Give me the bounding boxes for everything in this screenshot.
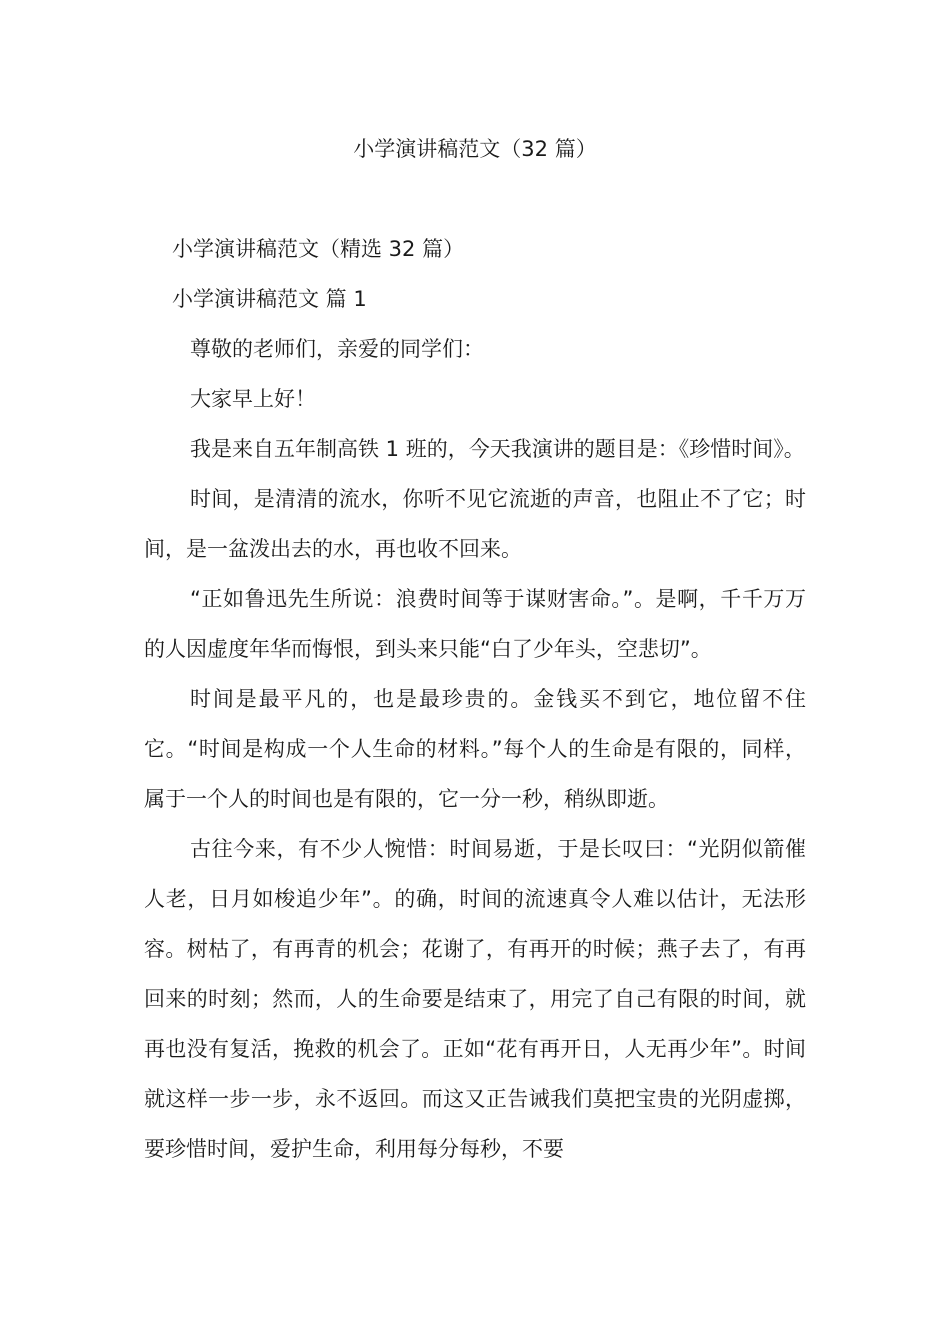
speech-morning-greeting: 大家早上好！: [190, 387, 316, 411]
paragraph-lu-xun-quote: “正如鲁迅先生所说：浪费时间等于谋财害命。”。是啊，千千万万的人因虚度年华而悔恨，到头来只能“白了少年头，空悲切”。: [144, 587, 806, 661]
paragraph-time-water: 时间，是清清的流水，你听不见它流逝的声音，也阻止不了它；时间，是一盆泼出去的水，再也收不回来。: [144, 487, 806, 561]
paragraph-time-precious: 时间是最平凡的，也是最珍贵的。金钱买不到它，地位留不住它。“时间是构成一个人生命的材料。”每个人的生命是有限的，同样，属于一个人的时间也是有限的，它一分一秒，稍纵即逝。: [144, 687, 806, 811]
section-heading-part-1: 小学演讲稿范文 篇 1: [172, 287, 367, 311]
speech-greeting: 尊敬的老师们，亲爱的同学们：: [190, 337, 484, 361]
section-heading-selection: 小学演讲稿范文（精选 32 篇）: [172, 237, 465, 261]
paragraph-intro: 我是来自五年制高铁 1 班的，今天我演讲的题目是：《珍惜时间》。: [190, 437, 805, 461]
paragraph-time-passes: 古往今来，有不少人惋惜：时间易逝，于是长叹曰：“光阴似箭催人老，日月如梭追少年”。的确，时间的流速真令人难以估计，无法形容。树枯了，有再青的机会；花谢了，有再开的时候；燕子去了，有再回来的时刻；然而，人的生命要是结束了，用完了自己有限的时间，就再也没有复活，挽救的机会了。正如“花有再开日，人无再少年”。时间就这样一步一步，永不返回。而这又正告诫我们莫把宝贵的光阴虚掷，要珍惜时间，爱护生命，利用每分每秒，不要: [144, 837, 806, 1161]
speech-body: [144, 424, 806, 1174]
document-title: 小学演讲稿范文（32 篇）: [353, 137, 597, 161]
